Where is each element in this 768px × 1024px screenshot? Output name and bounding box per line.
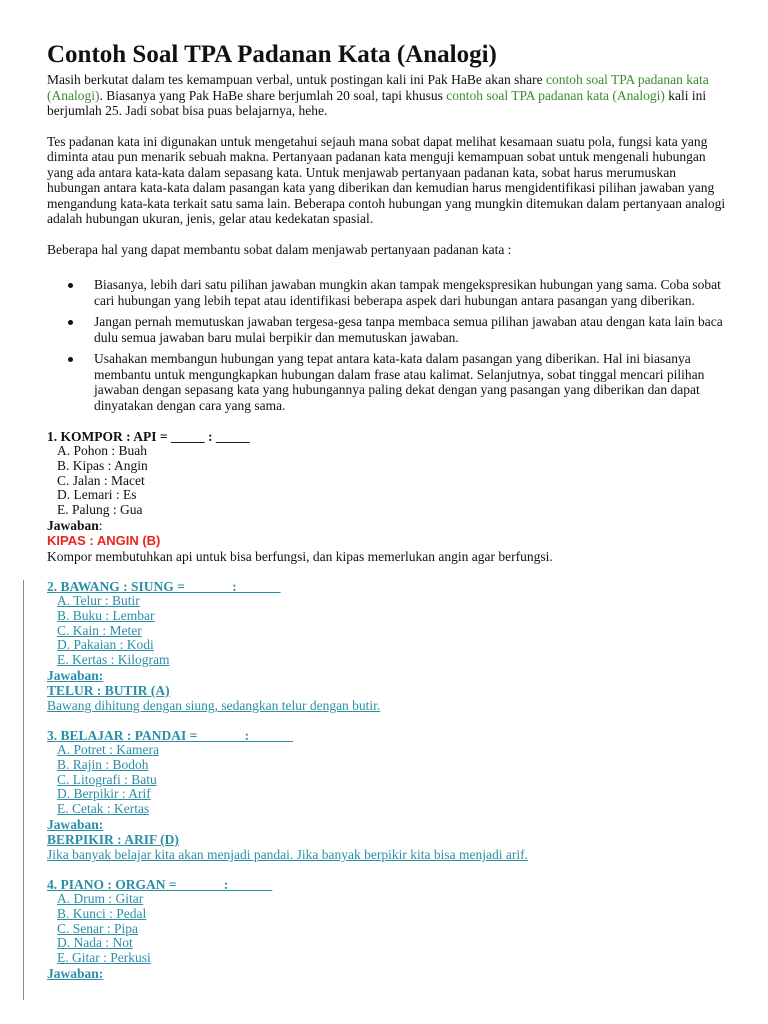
question-2-option-c[interactable]: C. Kain : Meter (57, 622, 142, 638)
intro-link-2[interactable]: contoh soal TPA padanan kata (Analogi) (446, 87, 665, 103)
question-1 (47, 429, 727, 565)
question-3[interactable] (47, 728, 727, 863)
question-2[interactable] (47, 579, 727, 714)
question-3-option-a[interactable]: A. Potret : Kamera (57, 741, 159, 757)
answer-label-colon: : (98, 517, 103, 533)
question-4-option-e[interactable]: E. Gitar : Perkusi (57, 950, 151, 966)
tips-list (47, 277, 727, 413)
page-title: Contoh Soal TPA Padanan Kata (Analogi) (47, 41, 497, 68)
question-1-option-b: B. Kipas : Angin (57, 457, 148, 473)
left-margin-line (23, 580, 24, 1000)
tip-item (47, 351, 727, 413)
question-3-option-d[interactable]: D. Berpikir : Arif (57, 786, 151, 802)
intro-text-1: Masih berkutat dalam tes kemampuan verbal, untuk postingan kali ini Pak HaBe akan share (47, 72, 546, 87)
question-2-option-b[interactable]: B. Buku : Lembar (57, 607, 155, 623)
question-1-explanation: Kompor membutuhkan api untuk bisa berfungsi, dan kipas memerlukan angin agar berfungsi. (47, 548, 553, 564)
question-1-option-c: C. Jalan : Macet (57, 472, 145, 488)
question-2-option-a[interactable]: A. Telur : Butir (57, 592, 140, 608)
question-2-option-e[interactable]: E. Kertas : Kilogram (57, 652, 170, 668)
question-3-answer-label[interactable]: Jawaban: (47, 816, 104, 832)
question-3-option-b[interactable]: B. Rajin : Bodoh (57, 756, 149, 772)
question-3-explanation[interactable]: Jika banyak belajar kita akan menjadi pandai. Jika banyak berpikir kita bisa menjadi arif. (47, 846, 528, 862)
tip-text: Biasanya, lebih dari satu pilihan jawaban mungkin akan tampak mengekspresikan hubungan yang sama. Coba sobat cari hubungan yang lebih tepat atau identifikasi beberapa aspek dari hubungan antara pasangan yang diberikan. (94, 277, 721, 308)
question-1-title: 1. KOMPOR : API = _____ : _____ (47, 429, 250, 444)
question-4-option-c[interactable]: C. Senar : Pipa (57, 920, 138, 936)
question-2-option-d[interactable]: D. Pakaian : Kodi (57, 637, 154, 653)
bullet-icon (68, 283, 73, 288)
question-3-option-e[interactable]: E. Cetak : Kertas (57, 801, 150, 817)
intro-link-1[interactable]: contoh soal TPA padanan kata (Analogi) (47, 72, 709, 103)
answer-label-text: Jawaban (47, 517, 99, 533)
question-1-option-d: D. Lemari : Es (57, 487, 137, 503)
intro-text-3: kali ini berjumlah 25. Jadi sobat bisa puas belajarnya, hehe. (47, 87, 707, 118)
question-3-title[interactable]: 3. BELAJAR : PANDAI = ______ : ______ (47, 727, 293, 743)
question-2-title[interactable]: 2. BAWANG : SIUNG = ______ : ______ (47, 578, 281, 594)
question-2-explanation[interactable]: Bawang dihitung dengan siung, sedangkan telur dengan butir. (47, 697, 381, 713)
question-3-option-c[interactable]: C. Litografi : Batu (57, 771, 157, 787)
question-4-option-a[interactable]: A. Drum : Gitar (57, 890, 144, 906)
question-4-answer-label[interactable]: Jawaban: (47, 965, 104, 981)
question-1-answer: KIPAS : ANGIN (B) (47, 532, 161, 548)
question-4-title[interactable]: 4. PIANO : ORGAN = ______ : ______ (47, 876, 273, 892)
article (47, 40, 727, 981)
bullet-icon (68, 320, 73, 325)
question-3-answer[interactable]: BERPIKIR : ARIF (D) (47, 831, 179, 847)
tip-item (47, 314, 727, 345)
question-2-answer[interactable]: TELUR : BUTIR (A) (47, 682, 170, 698)
tip-item (47, 277, 727, 308)
description-paragraph: Tes padanan kata ini digunakan untuk mengetahui sejauh mana sobat dapat melihat kesamaan suatu pola, fungsi kata yang diminta atau pun menarik sebuah makna. Pertanyaan padanan kata menguji kemampuan sobat untuk mengenali hubungan yang ada antara kata-kata dalam sepasang kata. Untuk menjawab pertanyaan padanan kata, sobat harus merumuskan hubungan antara kata-kata dalam pasangan kata yang diberikan dan kemudian harus mengidentifikasi pilihan jawaban yang mengandung kata-kata terkait satu sama lain. Beberapa contoh hubungan yang mungkin ditemukan dalam pertanyaan analogi adalah hubungan ukuran, jenis, gelar atau kedekatan spasial. (47, 133, 726, 226)
tip-text: Jangan pernah memutuskan jawaban tergesa-gesa tanpa membaca semua pilihan jawaban atau dengan kata lain baca dulu semua jawaban baru mulai berpikir dan memutuskan jawaban. (94, 314, 723, 345)
question-4[interactable] (47, 877, 727, 981)
question-2-answer-label[interactable]: Jawaban: (47, 667, 104, 683)
question-1-answer-label (47, 518, 727, 533)
intro-paragraph (47, 72, 727, 119)
question-4-option-b[interactable]: B. Kunci : Pedal (57, 905, 147, 921)
tip-text: Usahakan membangun hubungan yang tepat antara kata-kata dalam pasangan yang diberikan. Hal ini biasanya membantu untuk mengungkapkan hubungan dalam frase atau kalimat. Selanjutnya, sobat tinggal mencari pilihan jawaban dengan sepasang kata yang hubungannya paling dekat dengan yang pasangan yang diberikan dan dapat dinyatakan dengan cara yang sama. (94, 351, 705, 413)
question-1-option-a: A. Pohon : Buah (57, 443, 148, 458)
question-4-option-d[interactable]: D. Nada : Not (57, 935, 133, 951)
tips-intro-paragraph: Beberapa hal yang dapat membantu sobat dalam menjawab pertanyaan padanan kata : (47, 241, 512, 257)
intro-text-2: . Biasanya yang Pak HaBe share berjumlah 20 soal, tapi khusus (99, 87, 447, 103)
question-1-option-e: E. Palung : Gua (57, 502, 143, 518)
bullet-icon (68, 357, 73, 362)
